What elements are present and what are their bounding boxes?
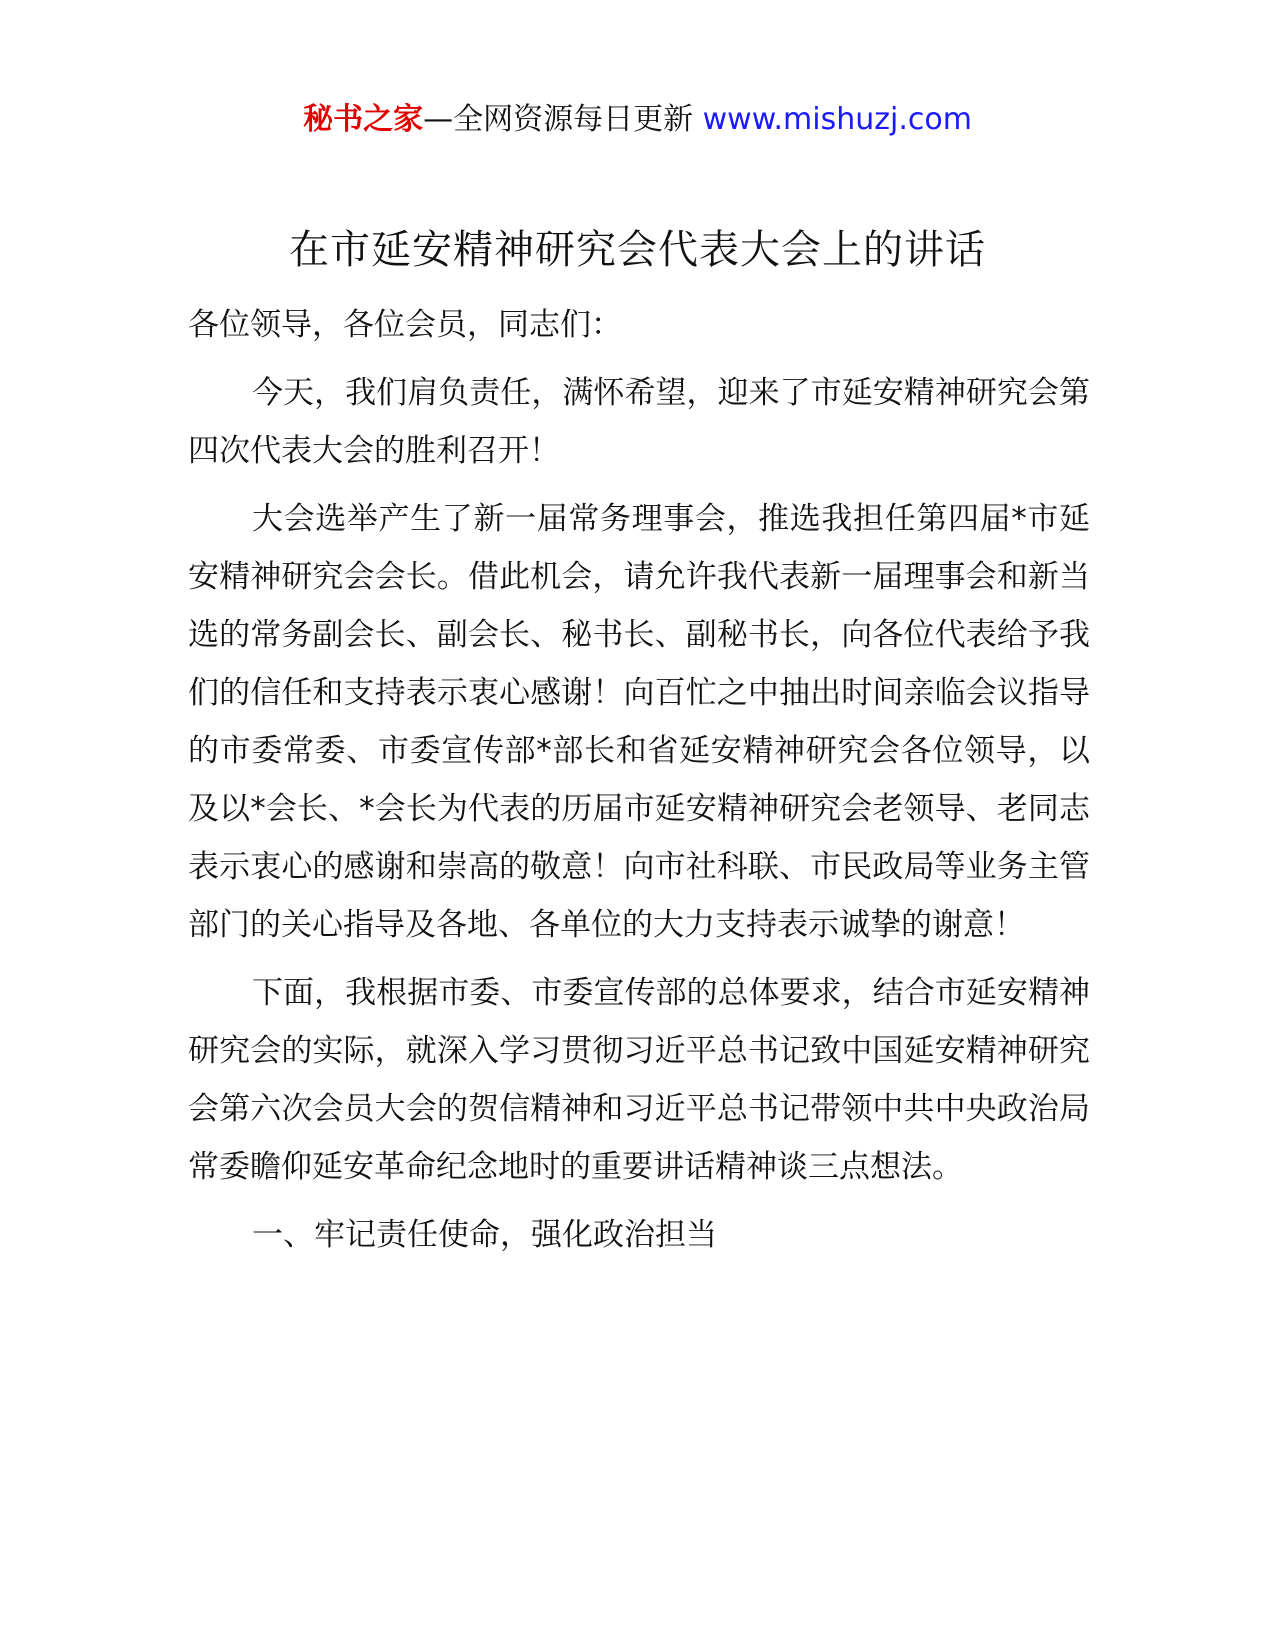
site-header — [0, 100, 1275, 140]
paragraph-1: 今天，我们肩负责任，满怀希望，迎来了市延安精神研究会第四次代表大会的胜利召开！ — [188, 375, 1090, 469]
site-url-link[interactable]: www.mishuzj.com — [702, 102, 972, 137]
brand-name: 秘书之家 — [303, 102, 424, 137]
document-title: 在市延安精神研究会代表大会上的讲话 — [289, 227, 986, 273]
header-tagline: —全网资源每日更新 — [423, 102, 703, 137]
document-body — [188, 296, 1090, 1274]
paragraph-2: 大会选举产生了新一届常务理事会，推选我担任第四届*市延安精神研究会会长。借此机会，请允许我代表新一届理事会和新当选的常务副会长、副会长、秘书长、副秘书长，向各位代表给予我们的信任和支持表示衷心感谢！向百忙之中抽出时间亲临会议指导的市委常委、市委宣传部*部长和省延安精神研究会各位领导，以及以*会长、*会长为代表的历届市延安精神研究会老领导、老同志表示衷心的感谢和崇高的敬意！向市社科联、市民政局等业务主管部门的关心指导及各地、各单位的大力支持表示诚挚的谢意！ — [188, 501, 1090, 943]
section-heading-1: 一、牢记责任使命，强化政治担当 — [252, 1217, 717, 1253]
salutation: 各位领导，各位会员，同志们： — [188, 307, 622, 343]
paragraph-3: 下面，我根据市委、市委宣传部的总体要求，结合市延安精神研究会的实际，就深入学习贯彻习近平总书记致中国延安精神研究会第六次会员大会的贺信精神和习近平总书记带领中共中央政治局常委瞻仰延安革命纪念地时的重要讲话精神谈三点想法。 — [188, 975, 1090, 1185]
